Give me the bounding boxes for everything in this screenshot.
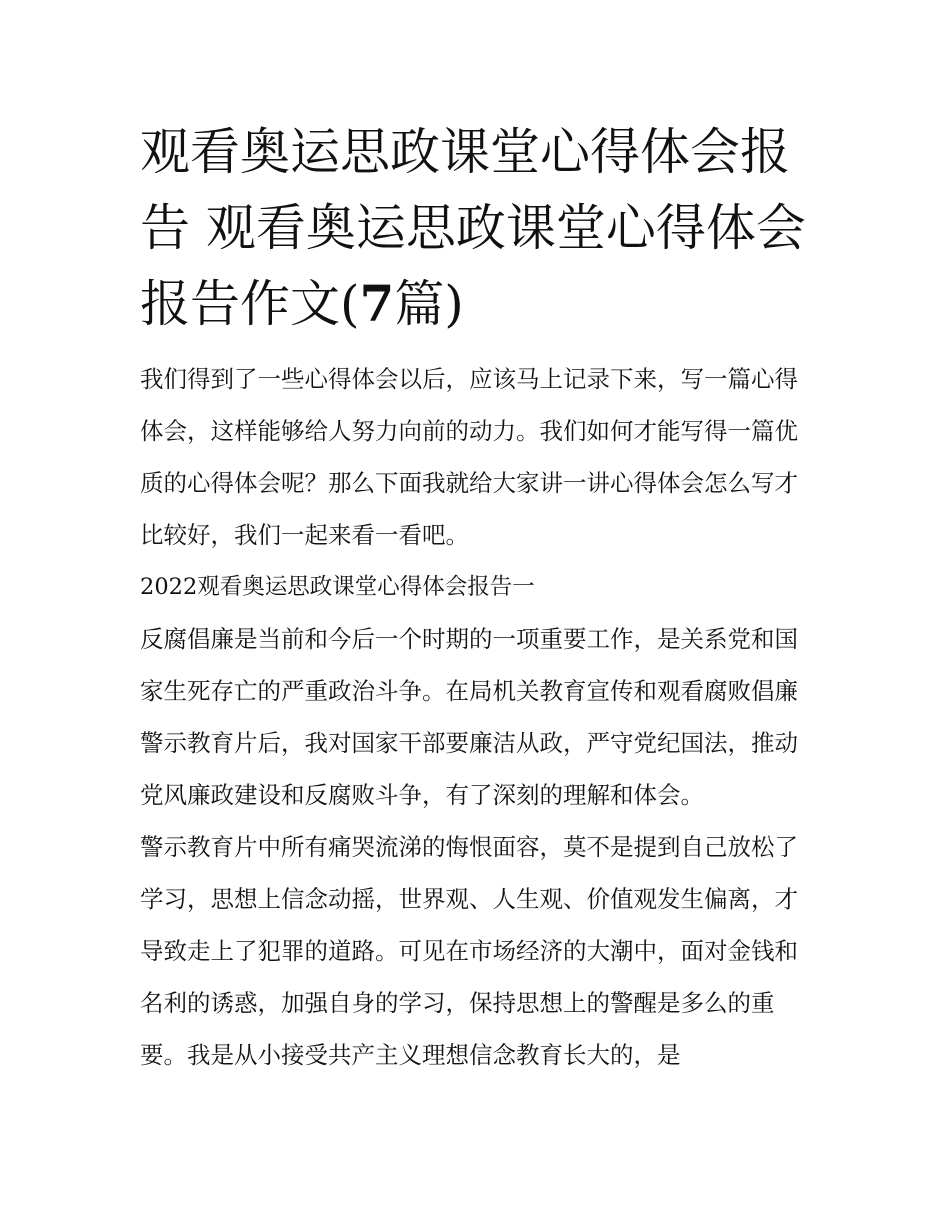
document-body: [140, 353, 820, 1081]
body-paragraph-1: 反腐倡廉是当前和今后一个时期的一项重要工作，是关系党和国家生死存亡的严重政治斗争。在局机关教育宣传和观看腐败倡廉警示教育片后，我对国家干部要廉洁从政，严守党纪国法，推动党风廉政建设和反腐败斗争，有了深刻的理解和体会。: [140, 625, 798, 809]
section-heading: 2022观看奥运思政课堂心得体会报告一: [140, 574, 535, 600]
body-paragraph-2: 警示教育片中所有痛哭流涕的悔恨面容，莫不是提到自己放松了学习，思想上信念动摇，世界观、人生观、价值观发生偏离，才导致走上了犯罪的道路。可见在市场经济的大潮中，面对金钱和名利的诱惑，加强自身的学习，保持思想上的警醒是多么的重要。我是从小接受共产主义理想信念教育长大的，是: [140, 833, 798, 1069]
title-text: 观看奥运思政课堂心得体会报告 观看奥运思政课堂心得体会报告作文(: [140, 123, 806, 333]
intro-paragraph: 我们得到了一些心得体会以后，应该马上记录下来，写一篇心得体会，这样能够给人努力向前的动力。我们如何才能写得一篇优质的心得体会呢？那么下面我就给大家讲一讲心得体会怎么写才比较好，我们一起来看一看吧。: [140, 365, 798, 549]
document-title: [140, 114, 820, 342]
title-number: 7: [359, 274, 395, 333]
title-text-end: 篇): [394, 275, 464, 333]
